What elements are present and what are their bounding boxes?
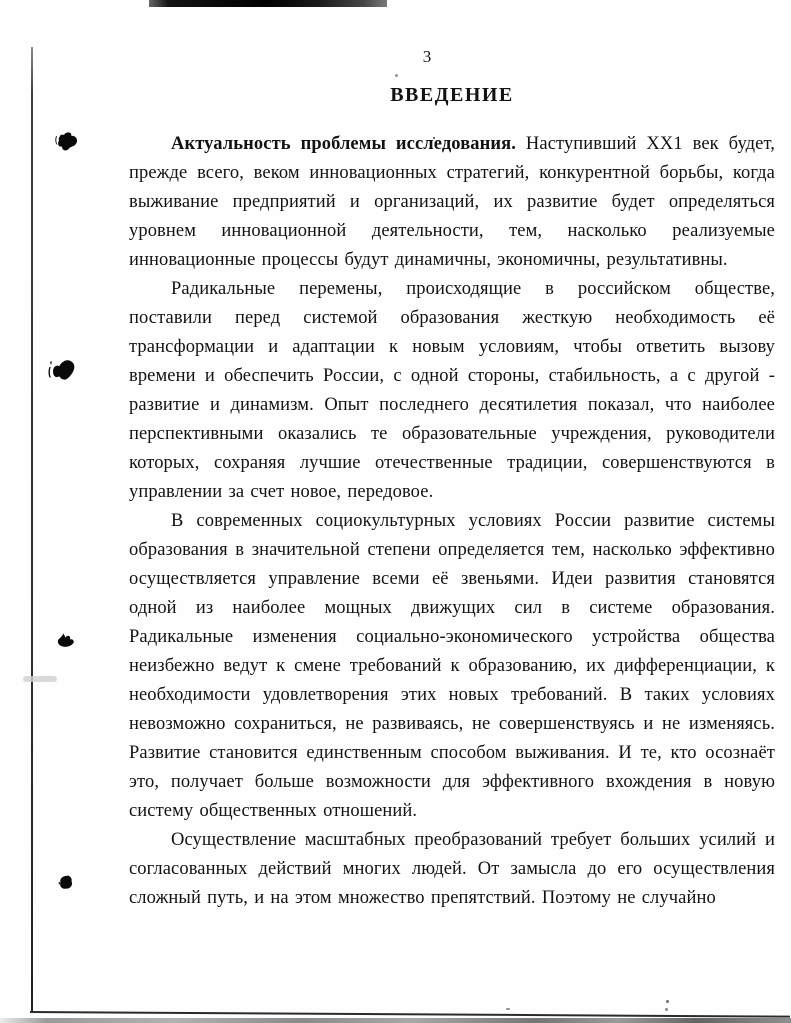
ink-blot-icon xyxy=(56,874,75,894)
paragraph: Радикальные перемены, происходящие в российском обществе, поставили перед системой образования жесткую необходимость её трансформации и адаптации к новым условиям, чтобы ответить вызову времени и обеспечить России, с одной стороны, стабильность, а с другой - развитие и динамизм. Опыт последнего десятилетия показал, что наиболее перспективными оказались те образовательные учреждения, руководители которых, сохраняя лучшие отечественные традиции, совершенствуются в управлении за счет новое, передовое. xyxy=(129,279,775,502)
body-text xyxy=(129,130,775,913)
scan-speck xyxy=(506,1008,510,1010)
ink-blot-icon xyxy=(53,131,80,154)
paragraph: В современных социокультурных условиях России развитие системы образования в значительной степени определяется тем, насколько эффективно осуществляется управление всеми её звеньями. Идеи развития становятся одной из наиболее мощных движущих сил в системе образования. Радикальные изменения социально-экономического устройства общества неизбежно ведут к смене требований к образованию, их дифференциации, к необходимости удовлетворения этих новых требований. В таких условиях невозможно сохраниться, не развиваясь, не совершенствуясь и не изменяясь. Развитие становится единственным способом выживания. И те, кто осознаёт это, получает больше возможности для эффективного вхождения в новую систему общественных отношений. xyxy=(129,511,775,821)
scan-speck xyxy=(666,1000,669,1003)
smudge-mark xyxy=(23,676,57,682)
page-number: 3 xyxy=(422,47,432,66)
page-edge-line-left xyxy=(31,47,33,1013)
ink-blot-icon xyxy=(53,633,75,651)
paragraph: Осуществление масштабных преобразований требует больших усилий и согласованных действий многих людей. От замысла до его осуществления сложный путь, и на этом множество препятствий. Поэтому не случайно xyxy=(129,830,775,908)
scanner-edge-bar xyxy=(149,0,387,7)
scanner-edge-strip xyxy=(0,1018,791,1023)
paragraph-bold-lead: Актуальность проблемы исследования. xyxy=(171,134,516,154)
paragraph: Актуальность проблемы исследования. Наступивший ХХ1 век будет, прежде всего, веком инновационных стратегий, конкурентной борьбы, когда выживание предприятий и организаций, их развитие будет определяться уровнем инновационной деятельности, тем, насколько реализуемые инновационные процессы будут динамичны, экономичны, результативны. xyxy=(129,134,776,270)
scan-speck xyxy=(665,1008,668,1011)
page-title: ВВЕДЕНИЕ xyxy=(390,84,514,106)
ink-blot-icon xyxy=(45,358,78,386)
scan-speck xyxy=(395,74,398,77)
page-edge-line-bottom xyxy=(30,1011,790,1018)
